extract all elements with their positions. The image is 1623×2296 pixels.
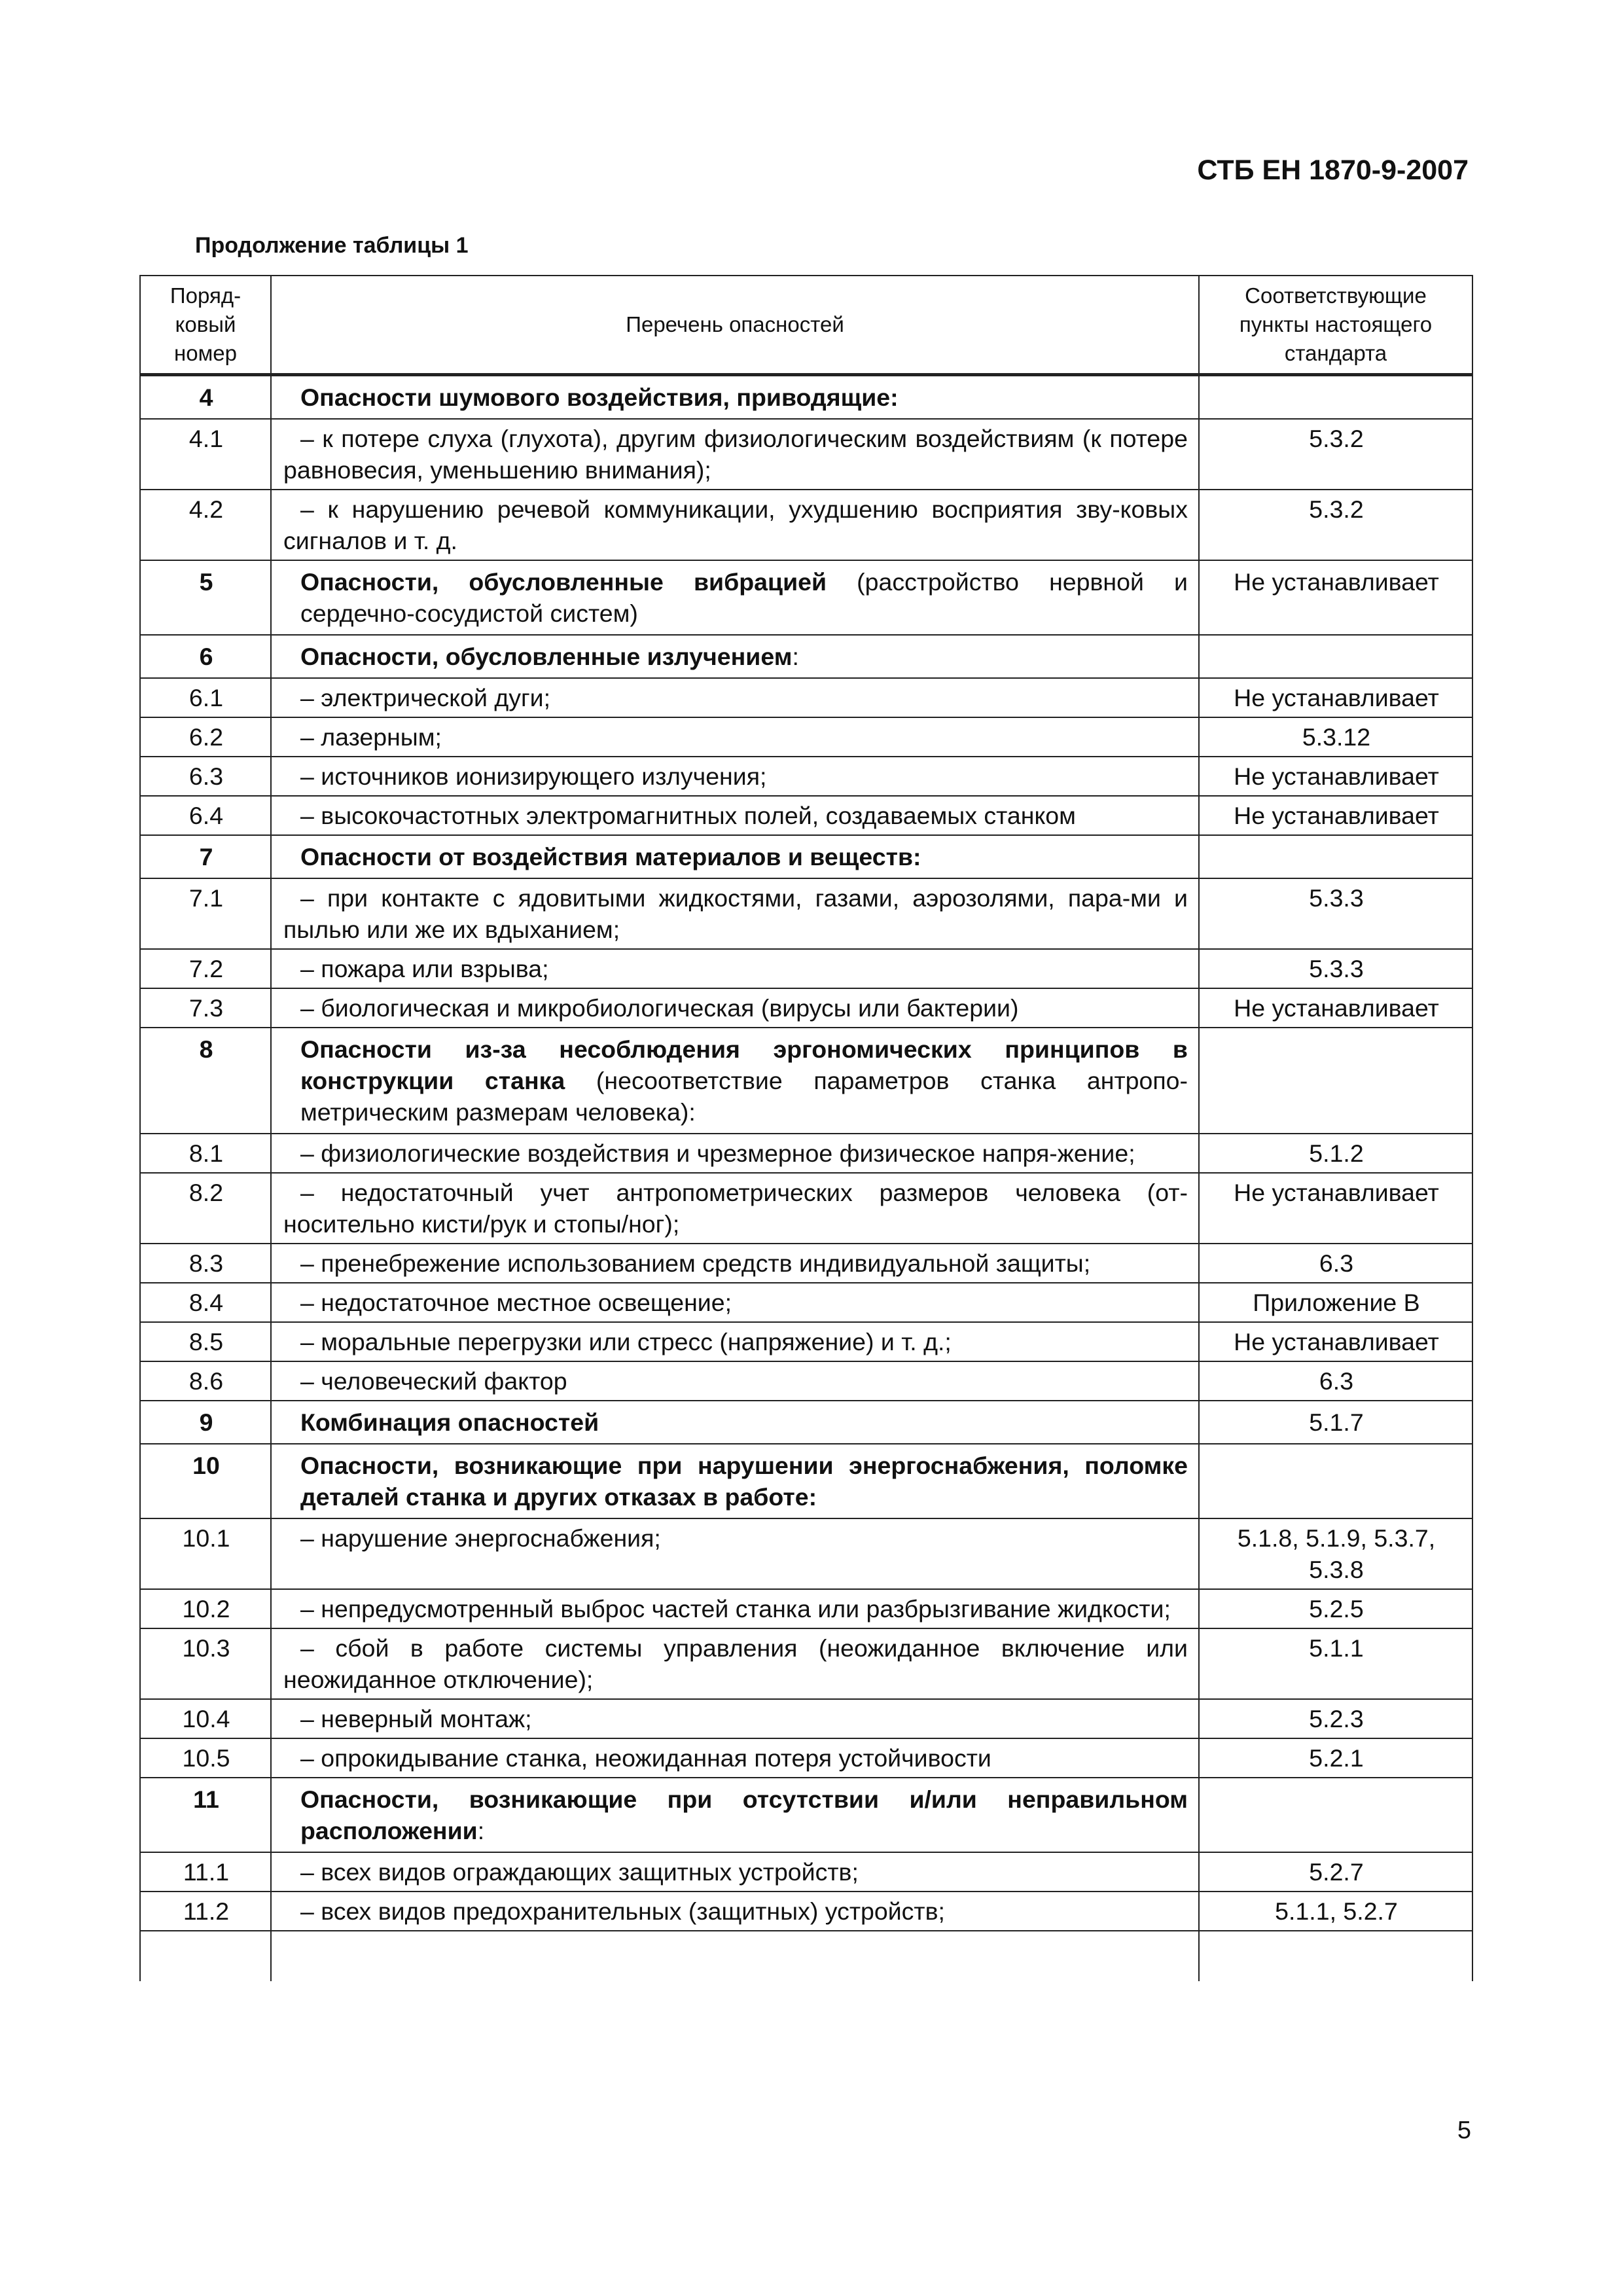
section-title: Опасности, обусловленные излучением [300,643,793,670]
row-number: 10 [140,1444,271,1518]
hazard-description: – источников ионизирующего излучения; [271,757,1199,796]
section-note: (расстройство нервной и сердечно-сосудистой систем) [300,568,1188,627]
clause-reference [1199,375,1472,420]
hazard-description [271,1028,1199,1134]
clause-reference: Приложение В [1199,1283,1472,1322]
empty-cell [271,1931,1199,1981]
hazard-description [271,560,1199,635]
table-header-row [140,276,1472,375]
hazard-description: – биологическая и микробиологическая (вирусы или бактерии) [271,988,1199,1028]
row-number: 11 [140,1778,271,1852]
table-row [140,949,1472,988]
clause-reference: 5.3.2 [1199,419,1472,490]
clause-reference: 5.3.3 [1199,949,1472,988]
hazard-description: – к потере слуха (глухота), другим физиологическим воздействиям (к потере равновесия, уменьшению внимания); [271,419,1199,490]
hazard-description: – опрокидывание станка, неожиданная потеря устойчивости [271,1738,1199,1778]
table-row [140,1628,1472,1699]
section-title: Опасности из-за несоблюдения эргономических принципов в конструкции станка [300,1035,1188,1094]
table-row [140,678,1472,717]
clause-reference: Не устанавливает [1199,1173,1472,1244]
table-caption: Продолжение таблицы 1 [195,233,469,258]
table-row [140,490,1472,560]
hazard-description: – всех видов ограждающих защитных устройств; [271,1852,1199,1892]
table-row [140,988,1472,1028]
section-title: Опасности шумового воздействия, приводящие: [300,384,899,411]
hazard-description: – неверный монтаж; [271,1699,1199,1738]
table-row [140,1173,1472,1244]
table-row [140,1518,1472,1589]
hazard-description [271,835,1199,878]
row-number: 8.1 [140,1134,271,1173]
section-row [140,560,1472,635]
row-number: 4.2 [140,490,271,560]
clause-reference: 6.3 [1199,1244,1472,1283]
section-note: : [477,1817,485,1844]
row-number: 10.1 [140,1518,271,1589]
clause-reference: 5.1.2 [1199,1134,1472,1173]
clause-reference: Не устанавливает [1199,757,1472,796]
row-number: 8.5 [140,1322,271,1361]
table-row [140,1244,1472,1283]
section-title: Комбинация опасностей [300,1408,599,1436]
row-number: 6.2 [140,717,271,757]
hazards-table [139,275,1473,1981]
continuation-row [140,1931,1472,1981]
table-body [140,375,1472,1982]
hazard-description: – нарушение энергоснабжения; [271,1518,1199,1589]
table-row [140,419,1472,490]
section-row [140,835,1472,878]
row-number: 6.1 [140,678,271,717]
clause-reference [1199,1028,1472,1134]
hazard-description: – моральные перегрузки или стресс (напряжение) и т. д.; [271,1322,1199,1361]
hazard-description [271,375,1199,420]
hazard-description [271,635,1199,678]
section-title: Опасности, обусловленные вибрацией [300,568,827,596]
row-number: 11.2 [140,1892,271,1931]
row-number: 7.3 [140,988,271,1028]
table-row [140,1361,1472,1401]
row-number: 7 [140,835,271,878]
clause-reference: 5.1.1 [1199,1628,1472,1699]
table-row [140,1738,1472,1778]
clause-reference [1199,1444,1472,1518]
row-number: 4 [140,375,271,420]
hazard-description: – непредусмотренный выброс частей станка или разбрызгивание жидкости; [271,1589,1199,1628]
row-number: 7.1 [140,878,271,949]
row-number: 10.5 [140,1738,271,1778]
section-row [140,1778,1472,1852]
section-title: Опасности, возникающие при нарушении энергоснабжения, поломке деталей станка и других отказах в работе: [300,1452,1188,1511]
table-row [140,1589,1472,1628]
hazard-description: – при контакте с ядовитыми жидкостями, газами, аэрозолями, пара-ми и пылью или же их вдыханием; [271,878,1199,949]
row-number: 6.4 [140,796,271,835]
table-row [140,1134,1472,1173]
clause-reference: 5.2.3 [1199,1699,1472,1738]
hazard-description: – человеческий фактор [271,1361,1199,1401]
section-row [140,1028,1472,1134]
section-row [140,375,1472,420]
hazard-description: – пренебрежение использованием средств индивидуальной защиты; [271,1244,1199,1283]
column-header-number: Поряд- ковый номер [140,276,271,375]
row-number: 10.3 [140,1628,271,1699]
hazard-description: – пожара или взрыва; [271,949,1199,988]
column-header-hazards: Перечень опасностей [271,276,1199,375]
hazard-description: – электрической дуги; [271,678,1199,717]
hazard-description: – всех видов предохранительных (защитных) устройств; [271,1892,1199,1931]
row-number: 4.1 [140,419,271,490]
row-number: 8.2 [140,1173,271,1244]
clause-reference [1199,635,1472,678]
table-row [140,1892,1472,1931]
hazard-description [271,1444,1199,1518]
row-number: 8 [140,1028,271,1134]
clause-reference: Не устанавливает [1199,988,1472,1028]
section-title: Опасности, возникающие при отсутствии и/или неправильном расположении [300,1785,1188,1844]
clause-reference [1199,835,1472,878]
page-number: 5 [1457,2117,1471,2144]
clause-reference: 5.1.1, 5.2.7 [1199,1892,1472,1931]
section-row [140,1401,1472,1444]
row-number: 8.3 [140,1244,271,1283]
hazard-description [271,1401,1199,1444]
table-row [140,878,1472,949]
empty-cell [1199,1931,1472,1981]
table-row [140,717,1472,757]
row-number: 8.6 [140,1361,271,1401]
empty-cell [140,1931,271,1981]
table-row [140,1322,1472,1361]
hazard-description: – к нарушению речевой коммуникации, ухудшению восприятия зву-ковых сигналов и т. д. [271,490,1199,560]
row-number: 11.1 [140,1852,271,1892]
section-row [140,635,1472,678]
table-row [140,757,1472,796]
clause-reference: 5.2.7 [1199,1852,1472,1892]
clause-reference: 5.1.8, 5.1.9, 5.3.7, 5.3.8 [1199,1518,1472,1589]
clause-reference: Не устанавливает [1199,796,1472,835]
section-row [140,1444,1472,1518]
clause-reference: Не устанавливает [1199,1322,1472,1361]
row-number: 5 [140,560,271,635]
row-number: 7.2 [140,949,271,988]
row-number: 8.4 [140,1283,271,1322]
hazard-description: – недостаточный учет антропометрических размеров человека (от-носительно кисти/рук и стопы/ног); [271,1173,1199,1244]
section-title: Опасности от воздействия материалов и веществ: [300,843,921,870]
clause-reference: 5.3.2 [1199,490,1472,560]
table-row [140,1852,1472,1892]
clause-reference: 5.2.5 [1199,1589,1472,1628]
clause-reference: Не устанавливает [1199,560,1472,635]
row-number: 9 [140,1401,271,1444]
clause-reference: Не устанавливает [1199,678,1472,717]
clause-reference: 5.2.1 [1199,1738,1472,1778]
clause-reference: 6.3 [1199,1361,1472,1401]
row-number: 6 [140,635,271,678]
clause-reference: 5.3.12 [1199,717,1472,757]
hazard-description: – сбой в работе системы управления (неожиданное включение или неожиданное отключение); [271,1628,1199,1699]
document-code: СТБ ЕН 1870-9-2007 [1197,154,1469,186]
hazard-description [271,1778,1199,1852]
hazard-description: – недостаточное местное освещение; [271,1283,1199,1322]
clause-reference [1199,1778,1472,1852]
clause-reference: 5.3.3 [1199,878,1472,949]
hazard-description: – физиологические воздействия и чрезмерное физическое напря-жение; [271,1134,1199,1173]
row-number: 10.4 [140,1699,271,1738]
hazard-description: – лазерным; [271,717,1199,757]
column-header-clauses: Соответствующие пункты настоящего стандарта [1199,276,1472,375]
section-note: : [792,643,799,670]
table-row [140,1699,1472,1738]
hazard-description: – высокочастотных электромагнитных полей, создаваемых станком [271,796,1199,835]
clause-reference: 5.1.7 [1199,1401,1472,1444]
table-row [140,796,1472,835]
table-row [140,1283,1472,1322]
row-number: 6.3 [140,757,271,796]
section-note: (несоответствие параметров станка антропо-метрическим размерам человека): [300,1067,1188,1126]
row-number: 10.2 [140,1589,271,1628]
